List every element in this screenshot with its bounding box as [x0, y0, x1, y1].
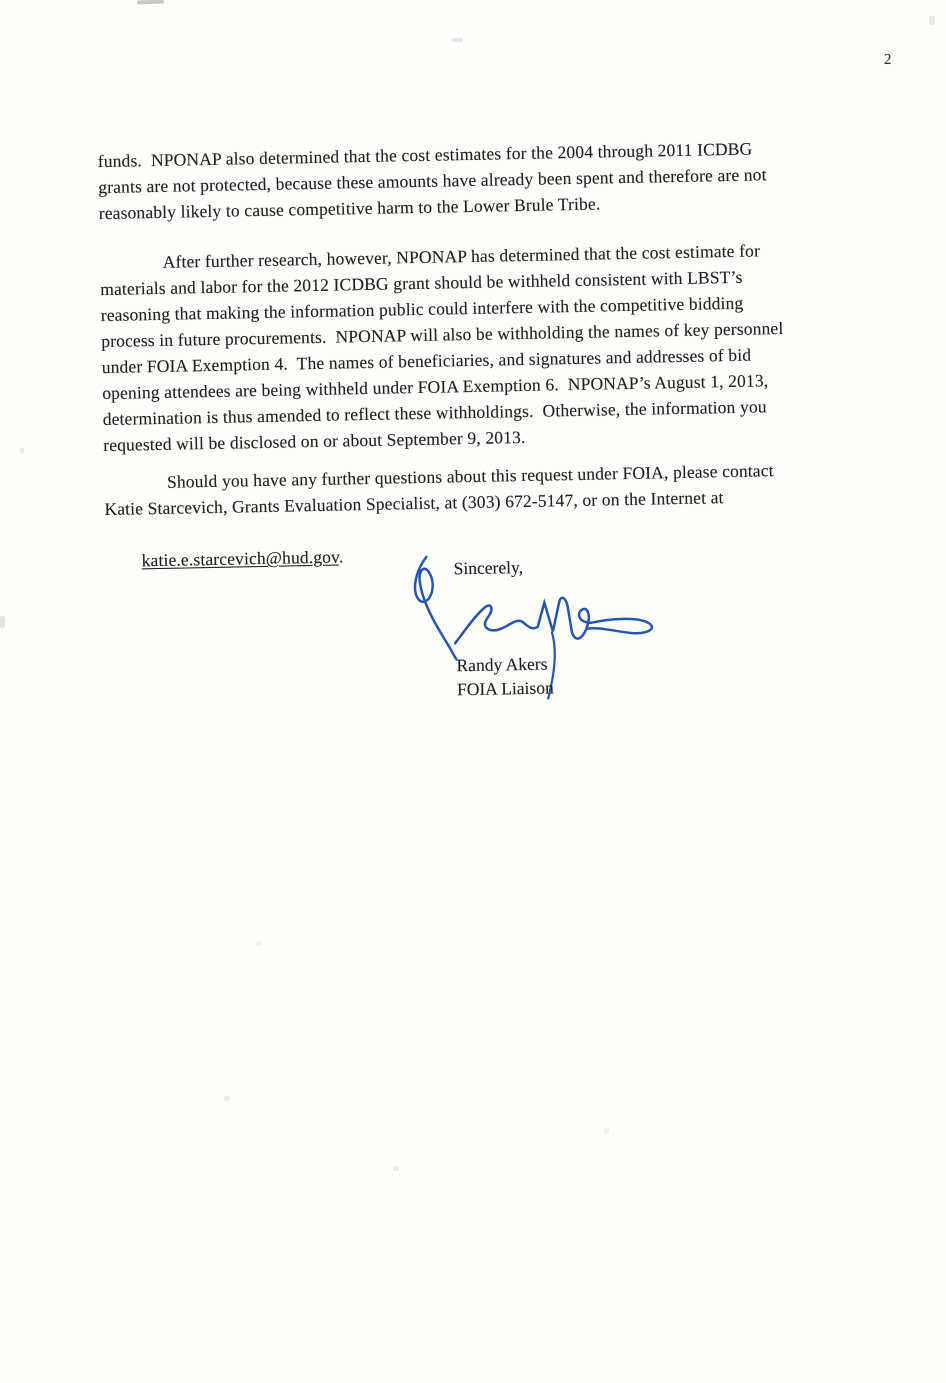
scan-speck: [0, 616, 5, 628]
text-line: process in future procurements. NPONAP will also be withholding the names of key personnel: [101, 317, 784, 352]
scan-speck: [256, 941, 261, 946]
text-line: materials and labor for the 2012 ICDBG grant should be withheld consistent with LBST’s: [100, 266, 743, 300]
text-line: funds. NPONAP also determined that the cost estimates for the 2004 through 2011 ICDBG: [97, 138, 753, 172]
paragraph-funds: [98, 134, 839, 226]
scan-speck: [224, 1096, 230, 1101]
text-line: Katie Starcevich, Grants Evaluation Specialist, at (303) 672-5147, or on the Internet at: [104, 487, 724, 520]
text-line: reasoning that making the information public could interfere with the competitive bidding: [100, 292, 744, 326]
scan-speck: [929, 16, 935, 25]
text-line: requested will be disclosed on or about September 9, 2013.: [103, 426, 526, 456]
text-line: Should you have any further questions about this request under FOIA, please contact: [166, 460, 774, 492]
text-line: reasonably likely to cause competitive harm to the Lower Brule Tribe.: [98, 193, 601, 224]
text-line: determination is thus amended to reflect these withholdings. Otherwise, the information you: [102, 396, 767, 430]
text-line: under FOIA Exemption 4. The names of beneficiaries, and signatures and addresses of bid: [101, 344, 752, 378]
scan-speck: [393, 1166, 399, 1171]
scan-speck: [137, 0, 164, 4]
signer-title: FOIA Liaison: [456, 677, 554, 700]
text-line: [105, 508, 846, 600]
text-line: After further research, however, NPONAP has determined that the cost estimate for: [162, 240, 761, 272]
text-line: grants are not protected, because these amounts have already been spent and therefore are not: [98, 164, 767, 198]
scan-speck: [604, 1128, 609, 1133]
signer-block: [456, 651, 554, 701]
contact-email: katie.e.starcevich@hud.gov: [141, 546, 340, 571]
closing-block: [453, 555, 523, 580]
signer-name: Randy Akers: [456, 653, 548, 676]
text-line: opening attendees are being withheld under FOIA Exemption 6. NPONAP’s August 1, 2013,: [102, 370, 769, 404]
closing-salutation: Sincerely,: [453, 557, 524, 579]
scan-speck: [20, 448, 24, 454]
page-number: 2: [883, 51, 892, 68]
paragraph-determination: [99, 236, 843, 458]
scan-speck: [452, 38, 463, 42]
email-period: .: [338, 546, 344, 567]
